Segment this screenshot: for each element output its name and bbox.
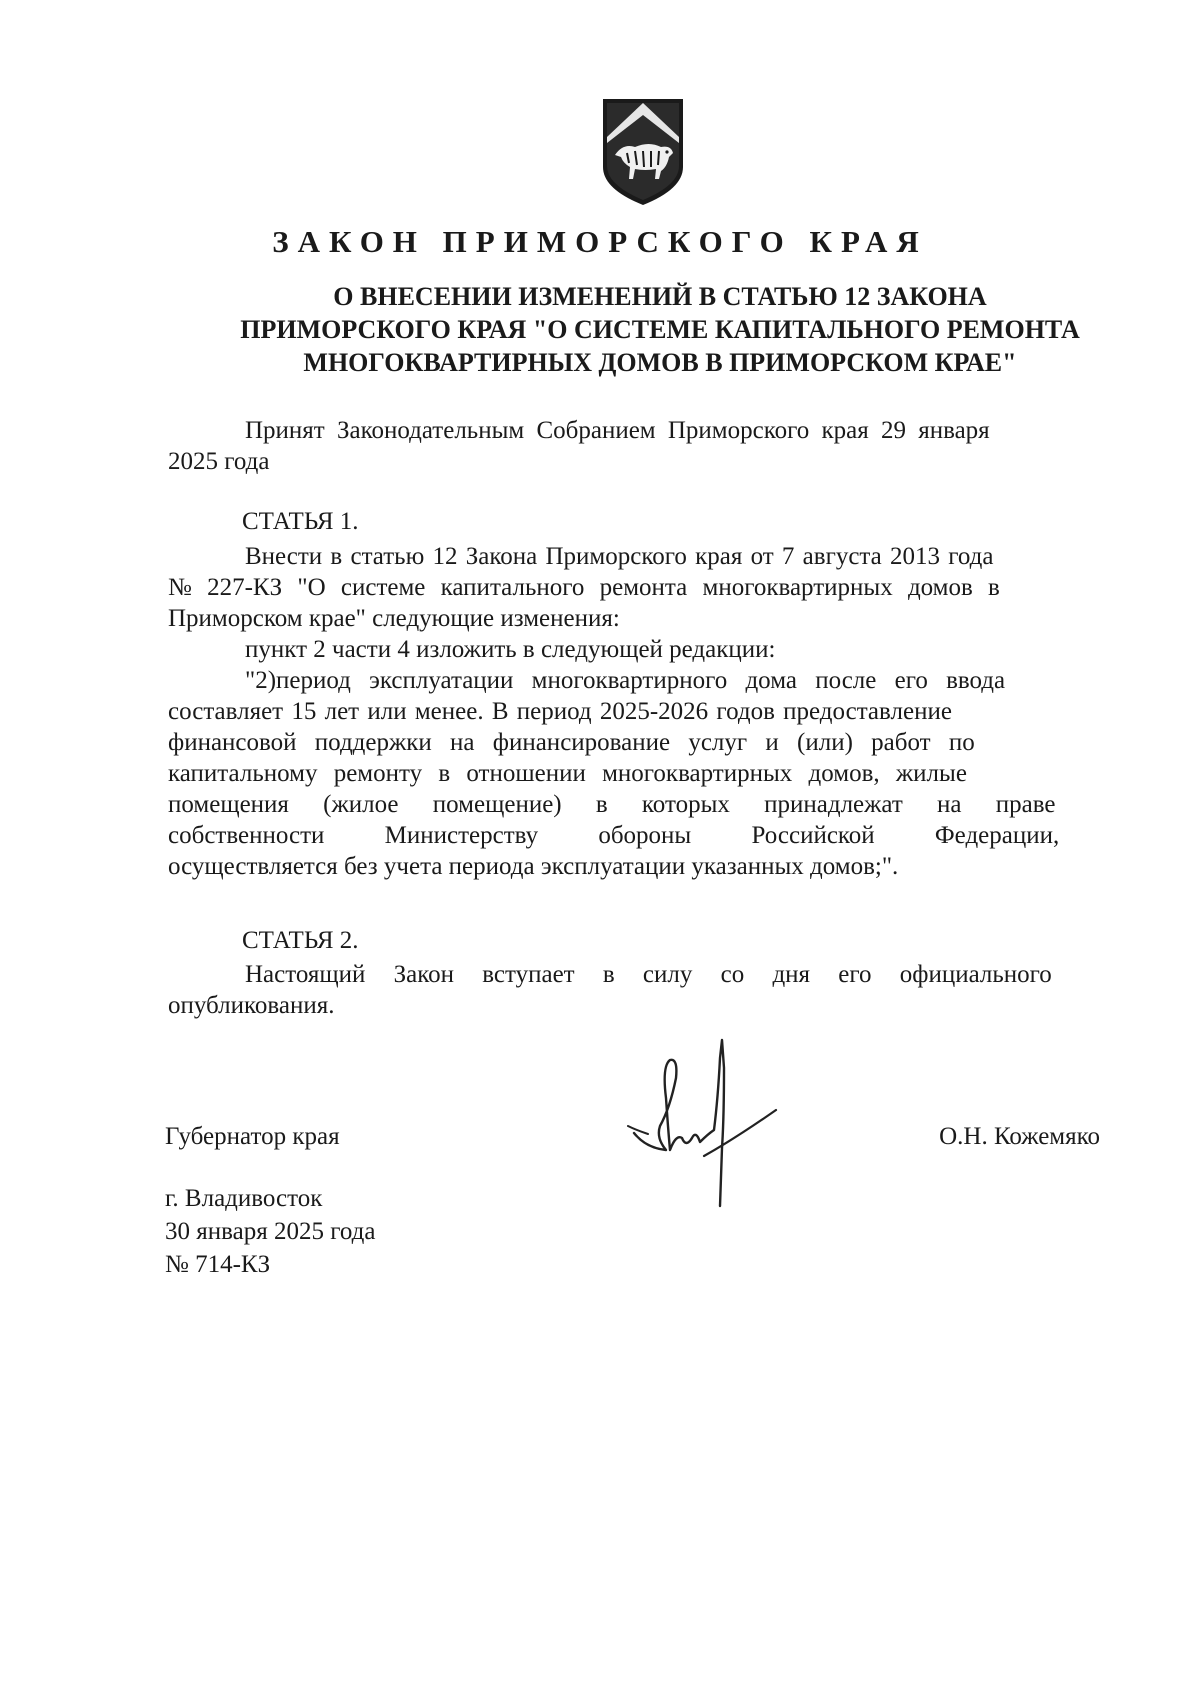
article-1-line: № 227-КЗ "О системе капитального ремонта многоквартирных домов в [168,574,1000,601]
law-number: № 714-КЗ [165,1251,271,1278]
handwritten-signature [626,1038,786,1208]
quote-line: осуществляется без учета периода эксплуатации указанных домов;". [168,853,899,880]
subtitle-line: О ВНЕСЕНИИ ИЗМЕНЕНИЙ В СТАТЬЮ 12 ЗАКОНА [333,282,987,311]
article-1-item: пункт 2 части 4 изложить в следующей редакции: [245,636,776,663]
adoption-paragraph [168,415,1110,477]
article-1-line: Приморском крае" следующие изменения: [168,605,620,632]
quote-line: помещения (жилое помещение) в которых принадлежат на праве [168,791,1056,818]
subtitle-line: МНОГОКВАРТИРНЫХ ДОМОВ В ПРИМОРСКОМ КРАЕ" [303,348,1017,377]
quote-line: "2)период эксплуатации многоквартирного дома после его ввода [245,667,1006,694]
adoption-line [168,415,1110,446]
article-2-line: опубликования. [168,992,335,1019]
quote-line: финансовой поддержки на финансирование услуг и (или) работ по [168,729,975,756]
signatory-name: О.Н. Кожемяко [939,1123,1100,1150]
adoption-line: 2025 года [168,448,270,475]
quote-line: капитальному ремонту в отношении многоквартирных домов, жилые [168,760,967,787]
date: 30 января 2025 года [165,1218,376,1245]
article-1-body [168,541,1110,882]
article-2-heading: СТАТЬЯ 2. [242,927,359,954]
quote-line: составляет 15 лет или менее. В период 2025-2026 годов предоставление [168,698,952,725]
adoption-text: Принят Законодательным Собранием Приморского края 29 января [245,417,990,444]
article-1-line: Внести в статью 12 Закона Приморского края от 7 августа 2013 года [245,543,994,570]
subtitle-line: ПРИМОРСКОГО КРАЯ "О СИСТЕМЕ КАПИТАЛЬНОГО РЕМОНТА [240,315,1080,344]
signatory-role: Губернатор края [165,1123,340,1150]
law-title: ЗАКОН ПРИМОРСКОГО КРАЯ [272,224,928,259]
coat-of-arms-icon [601,97,685,207]
article-2-line: Настоящий Закон вступает в силу со дня его официального [245,961,1052,988]
place-date-number [165,1182,375,1281]
article-2-body [168,959,1110,1021]
place: г. Владивосток [165,1185,323,1212]
article-1-heading: СТАТЬЯ 1. [242,508,359,535]
law-subtitle [160,280,1160,379]
quote-line: собственности Министерству обороны Российской Федерации, [168,822,1060,849]
